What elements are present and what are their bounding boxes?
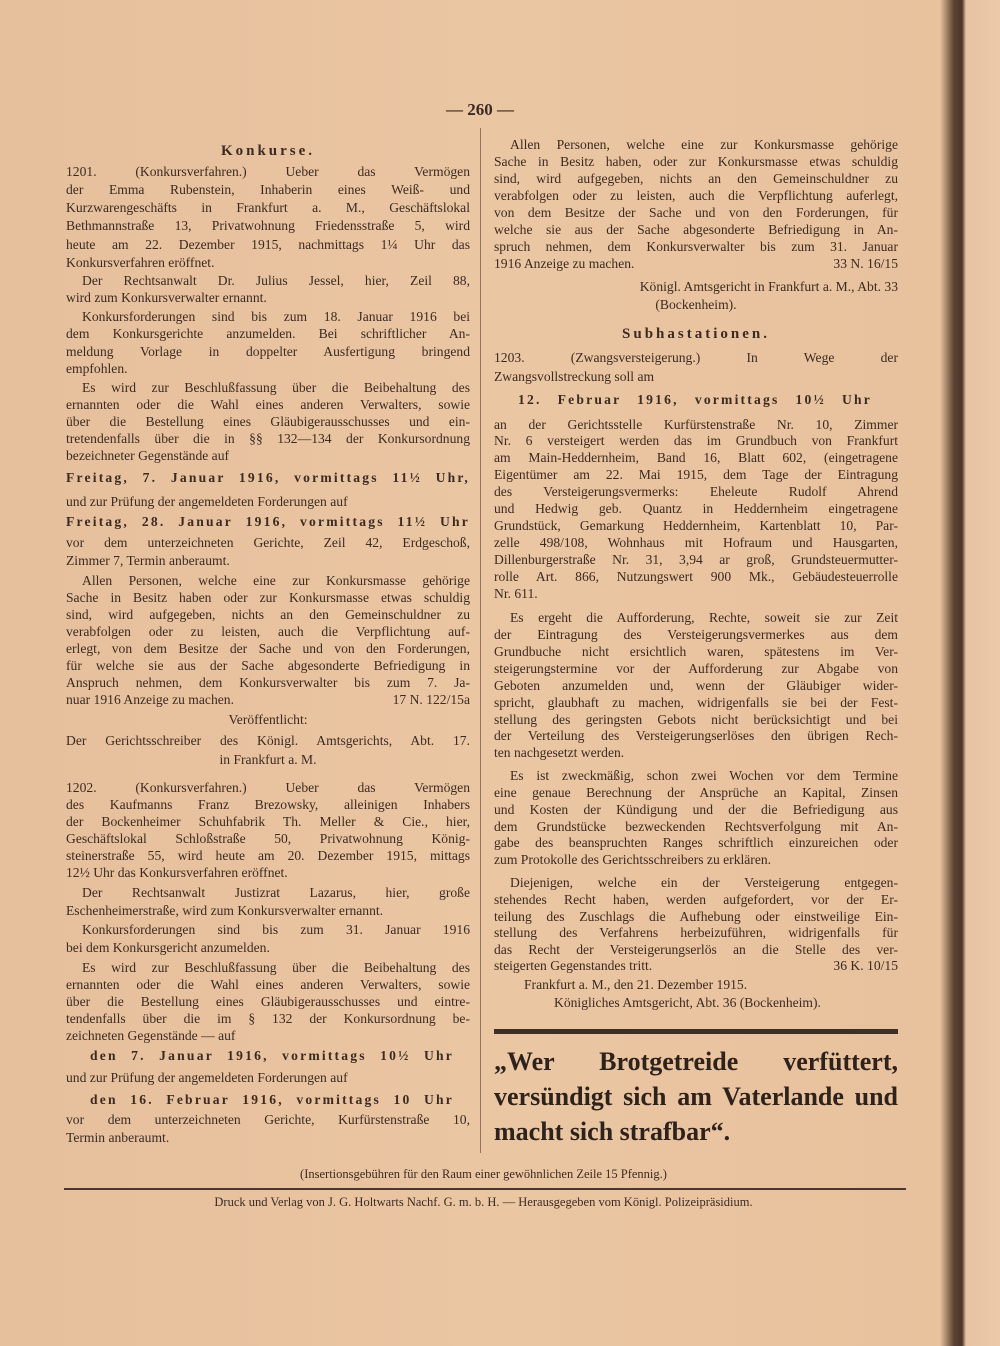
text-line: und zur Prüfung der angemeldeten Forderungen auf [66, 494, 348, 509]
text-line: eine genaue Berechnung der Ansprüche an Kapital, Zinsen [494, 785, 898, 800]
text-line: Der Rechtsanwalt Dr. Julius Jessel, hier, Zeil 88, [82, 273, 470, 288]
text-line: steigerungstermine vor der Aufforderung zur Abgabe von [494, 661, 898, 676]
text-line: ernannten oder die Wahl eines anderen Verwalters, sowie [66, 397, 470, 412]
section-heading-konkurse: Konkurse. [220, 143, 316, 159]
text-line: Sache in Besitz haben oder zur Konkursmasse etwas schuldig [66, 590, 470, 605]
text-line: Grundstück, Gemarkung Heddernheim, Kartenblatt 10, Par- [494, 518, 898, 533]
text-line: am Main-Heddernheim, Band 16, Blatt 602, (eingetragene [494, 450, 898, 465]
text-line: empfohlen. [66, 361, 128, 376]
text-line: Kurzwarengeschäfts in Frankfurt a. M., Geschäftslokal [66, 200, 470, 215]
text-line: der Verteilung des Versteigerungserlöses den übrigen Rech- [494, 728, 898, 743]
text-line: (Bockenheim). [655, 297, 737, 312]
text-line: tendenfalls über die im § 132 der Konkursordnung be- [66, 1011, 470, 1026]
text-line: Veröffentlicht: [228, 712, 308, 727]
text-line: Diejenigen, welche ein der Versteigerung entgegen- [510, 875, 898, 890]
text-line: Es ist zweckmäßig, schon zwei Wochen vor dem Termine [510, 768, 898, 783]
text-line: spricht, glaubhaft zu machen, widrigenfalls sie bei der Fest- [494, 695, 898, 710]
text-line: Der Rechtsanwalt Justizrat Lazarus, hier, große [82, 885, 470, 900]
text-line: und Kosten der Kündigung und der die Befriedigung aus [494, 802, 898, 817]
case-reference: 33 N. 16/15 [833, 256, 898, 271]
slogan-line: „Wer Brotgetreide verfüttert, [494, 1047, 898, 1076]
text-line: Geschäftslokal Schloßstraße 50, Privatwohnung König- [66, 831, 470, 846]
text-line: Der Gerichtsschreiber des Königl. Amtsgerichts, Abt. 17. [66, 733, 470, 748]
text-line: zelle 498/108, Wohnhaus mit Hofraum und Hausgarten, [494, 535, 898, 550]
text-line: den 16. Februar 1916, vormittags 10 Uhr [90, 1092, 454, 1107]
text-line: teilung des Zuschlags die Aufhebung oder einstweilige Ein- [494, 909, 898, 924]
text-line: Geboten anzumelden und, wenn der Gläubiger wider- [494, 678, 898, 693]
text-line: stellung des Verfahrens herbeizuführen, widrigenfalls für [494, 925, 898, 940]
text-line: 1201. (Konkursverfahren.) Ueber das Vermögen [66, 164, 470, 179]
text-line: und zur Prüfung der angemeldeten Forderungen auf [66, 1070, 348, 1085]
text-line: bei dem Konkursgericht anzumelden. [66, 940, 270, 955]
footer-rule [64, 1188, 906, 1190]
slogan-line: versündigt sich am Vaterlande und [494, 1082, 898, 1111]
text-line: über die Bestellung eines Gläubigerausschusses und ein- [66, 414, 470, 429]
text-line: Zwangsvollstreckung soll am [494, 369, 655, 384]
text-line: 12. Februar 1916, vormittags 10½ Uhr [518, 392, 872, 407]
text-line: zeichneten Gegenstände — auf [66, 1028, 236, 1043]
text-line: in Frankfurt a. M. [219, 752, 317, 767]
text-line: Allen Personen, welche eine zur Konkursmasse gehörige [82, 573, 470, 588]
text-line: Nr. 611. [494, 586, 538, 601]
text-line: verabfolgen oder zu leisten, auch die Verpflichtung auf- [66, 624, 470, 639]
text-line: nuar 1916 Anzeige zu machen. [66, 692, 234, 707]
text-line: sind, wird aufgegeben, nichts an den Gemeinschuldner zu [494, 171, 898, 186]
text-line: Es wird zur Beschlußfassung über die Beibehaltung des [82, 380, 470, 395]
text-line: der Emma Rubenstein, Inhaberin eines Weiß- und [66, 182, 470, 197]
text-line: ernannten oder die Wahl eines anderen Verwalters, sowie [66, 977, 470, 992]
text-line: Zimmer 7, Termin anberaumt. [66, 553, 230, 568]
column-divider [480, 128, 481, 1153]
text-line: von dem Besitze der Sache und von den Forderungen, für [494, 205, 898, 220]
text-line: Nr. 6 versteigert werden das im Grundbuch von Frankfurt [494, 433, 898, 448]
text-line: meldung Vorlage in doppelter Ausfertigung bringend [66, 344, 470, 359]
text-line: Es wird zur Beschlußfassung über die Beibehaltung des [82, 960, 470, 975]
text-line: spruch nehmen, dem Konkursverwalter bis zum 31. Januar [494, 239, 898, 254]
text-line: rolle Art. 866, Nutzungswert 900 Mk., Gebäudesteuerrolle [494, 569, 898, 584]
text-line: Konkursverfahren eröffnet. [66, 255, 215, 270]
text-line: steigerten Gegenstandes tritt. [494, 958, 653, 973]
text-line: Freitag, 28. Januar 1916, vormittags 11½ Uhr [66, 514, 470, 529]
text-line: Es ergeht die Aufforderung, Rechte, soweit sie zur Zeit [510, 610, 898, 625]
text-line: über die Bestellung eines Gläubigerausschusses und eintre- [66, 994, 470, 1009]
text-line: Dillenburgerstraße Nr. 31, 3,94 ar groß, Grundsteuermutter- [494, 552, 898, 567]
text-line: bezeichneter Gegenstände auf [66, 448, 230, 463]
text-line: tretendenfalls über die in §§ 132—134 der Konkursordnung [66, 431, 470, 446]
text-line: Grundbuche nicht ersichtlich waren, spätestens im Ver- [494, 644, 898, 659]
text-line: an der Gerichtsstelle Kurfürstenstraße Nr. 10, Zimmer [494, 417, 898, 432]
text-line: Eschenheimerstraße, wird zum Konkursverwalter ernannt. [66, 903, 384, 918]
slogan-divider [494, 1029, 898, 1034]
text-line: des Kaufmanns Franz Brezowsky, alleinigen Inhabers [66, 797, 470, 812]
text-line: zum Protokolle des Gerichtsschreibers zu erklären. [494, 852, 772, 867]
text-line: den 7. Januar 1916, vormittags 10½ Uhr [90, 1048, 454, 1063]
text-line: 1202. (Konkursverfahren.) Ueber das Vermögen [66, 780, 470, 795]
text-line: verabfolgen oder zu leisten, auch die Verpflichtung auferlegt, [494, 188, 898, 203]
text-line: 1203. (Zwangsversteigerung.) In Wege der [494, 350, 898, 365]
text-line: der Eintragung des Versteigerungsvermerkes aus dem [494, 627, 898, 642]
text-line: stehendes Recht haben, werden aufgefordert, vor der Er- [494, 892, 898, 907]
text-line: Sache in Besitz haben, oder zur Konkursmasse etwas schuldig [494, 154, 898, 169]
text-line: sind, wird aufgegeben, nichts an den Gemeinschuldner zu [66, 607, 470, 622]
text-line: wird zum Konkursverwalter ernannt. [66, 290, 267, 305]
text-line: ten nachgesetzt werden. [494, 745, 625, 760]
text-line: Termin anberaumt. [66, 1130, 170, 1145]
text-line: für welche sie aus der Sache abgesonderte Befriedigung in [66, 658, 470, 673]
text-line: Frankfurt a. M., den 21. Dezember 1915. [524, 977, 748, 992]
text-line: welche sie aus der Sache abgesonderte Befriedigung in An- [494, 222, 898, 237]
text-line: Allen Personen, welche eine zur Konkursmasse gehörige [510, 137, 898, 152]
slogan-line: macht sich strafbar“. [494, 1117, 731, 1146]
text-line: heute am 22. Dezember 1915, nachmittags 1¼ Uhr das [66, 237, 470, 252]
text-line: vor dem unterzeichneten Gerichte, Zeil 42, Erdgeschoß, [66, 535, 470, 550]
text-line: dem Grundstücke bezweckenden Rechtsverfolgung mit An- [494, 819, 898, 834]
text-line: des Versteigerungsvermerks: Eheleute Rudolf Ahrend [494, 484, 898, 499]
text-line: dem Konkursgerichte anzumelden. Bei schriftlicher An- [66, 326, 470, 341]
text-line: Freitag, 7. Januar 1916, vormittags 11½ Uhr, [66, 470, 470, 485]
text-line: Konkursforderungen sind bis zum 31. Januar 1916 [82, 922, 470, 937]
text-line: und Hedwig geb. Quantz in Heddernheim eingetragene [494, 501, 898, 516]
text-line: vor dem unterzeichneten Gerichte, Kurfürstenstraße 10, [66, 1112, 470, 1127]
case-reference: 36 K. 10/15 [833, 958, 898, 973]
text-line: steinerstraße 55, wird heute am 20. Dezember 1915, mittags [66, 848, 470, 863]
text-line: Eigentümer am 22. Mai 1915, dem Tage der Eintragung [494, 467, 898, 482]
text-line: Anspruch nehmen, dem Konkursverwalter bis zum 7. Ja- [66, 675, 470, 690]
text-line: gabe des beanspruchten Ranges schriftlich einzureichen oder [494, 835, 898, 850]
text-line: Konkursforderungen sind bis zum 18. Januar 1916 bei [82, 309, 470, 324]
case-reference: 17 N. 122/15a [392, 692, 470, 707]
text-line: Königliches Amtsgericht, Abt. 36 (Bockenheim). [554, 995, 821, 1010]
imprint: Druck und Verlag von J. G. Holtwarts Nachf. G. m. b. H. — Herausgegeben vom Königl. Polizeipräsidium. [214, 1195, 753, 1209]
text-line: Bethmannstraße 13, Privatwohnung Friedensstraße 5, wird [66, 218, 470, 233]
text-line: das Recht der Versteigerungserlös an die Stelle des ver- [494, 942, 898, 957]
text-line: stellung des geringsten Gebots nicht berücksichtigt und bei [494, 712, 898, 727]
text-line: der Bockenheimer Schuhfabrik Th. Meller & Cie., hier, [66, 814, 470, 829]
text-line: erlegt, von dem Besitze der Sache und von den Forderungen, [66, 641, 470, 656]
text-line: 1916 Anzeige zu machen. [494, 256, 635, 271]
insertion-fee-note: (Insertionsgebühren für den Raum einer gewöhnlichen Zeile 15 Pfennig.) [300, 1167, 667, 1181]
section-heading-subhastationen: Subhastationen. [622, 326, 770, 342]
text-line: 12½ Uhr das Konkursverfahren eröffnet. [66, 865, 288, 880]
text-line: Königl. Amtsgericht in Frankfurt a. M., Abt. 33 [639, 279, 898, 294]
page-number: — 260 — [446, 100, 514, 119]
